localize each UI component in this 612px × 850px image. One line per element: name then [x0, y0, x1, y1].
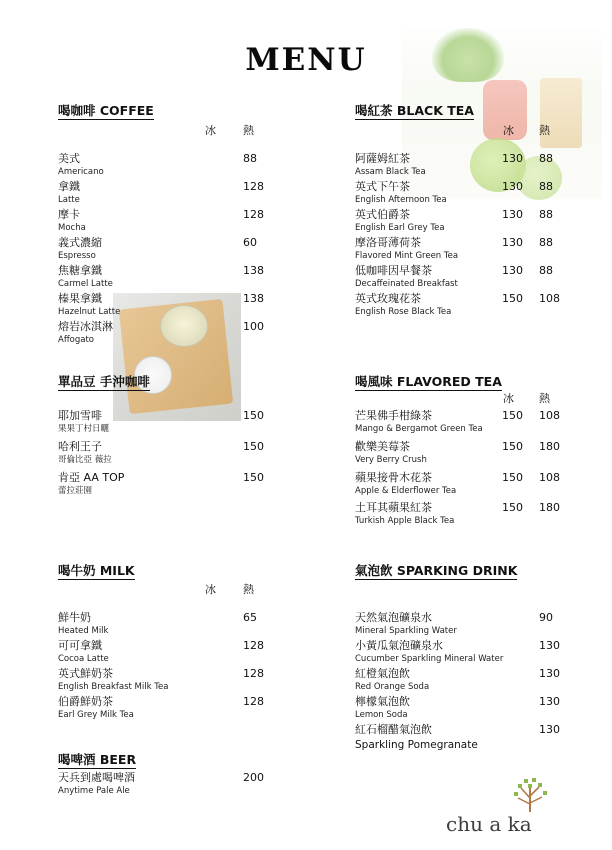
flavored-iced-price: 150 — [502, 409, 523, 422]
coffee-item-price: 88 — [243, 152, 257, 165]
single-item-price: 150 — [243, 409, 264, 422]
flavored-iced-price: 150 — [502, 501, 523, 514]
coffee-item-en: Mocha — [58, 223, 86, 233]
black-tea-item-name: 英式伯爵茶 — [355, 208, 410, 221]
black-tea-item-en: Assam Black Tea — [355, 167, 426, 177]
flavored-col-hot: 熱 — [539, 392, 550, 405]
milk-item-en: English Breakfast Milk Tea — [58, 682, 169, 692]
flavored-hot-price: 180 — [539, 501, 560, 514]
single-item-price: 150 — [243, 471, 264, 484]
black-tea-hot-price: 88 — [539, 264, 553, 277]
flavored-tea-heading: 喝風味 FLAVORED TEA — [355, 374, 502, 389]
black-tea-item-name: 低咖啡因早餐茶 — [355, 264, 432, 277]
coffee-item-name: 義式濃縮 — [58, 236, 102, 249]
sparkling-item-name: 紅橙氣泡飲 — [355, 667, 410, 680]
black-tea-col-hot: 熱 — [539, 124, 550, 137]
sparkling-item-en: Sparkling Pomegranate — [355, 739, 478, 751]
tree-logo-icon — [510, 776, 550, 812]
sparkling-item-name: 天然氣泡礦泉水 — [355, 611, 432, 624]
flavored-item-en: Mango & Bergamot Green Tea — [355, 424, 483, 434]
sparkling-heading: 氣泡飲 SPARKING DRINK — [355, 563, 518, 578]
coffee-item-en: Latte — [58, 195, 80, 205]
milk-item-price: 128 — [243, 639, 264, 652]
milk-item-name: 可可拿鐵 — [58, 639, 102, 652]
milk-item-price: 65 — [243, 611, 257, 624]
coffee-heading: 喝咖啡 COFFEE — [58, 103, 154, 118]
milk-item-name: 伯爵鮮奶茶 — [58, 695, 113, 708]
black-tea-iced-price: 130 — [502, 180, 523, 193]
flavored-item-en: Very Berry Crush — [355, 455, 427, 465]
coffee-item-price: 138 — [243, 292, 264, 305]
milk-col-iced: 冰 — [205, 583, 216, 596]
single-item-origin: 果果丁村日曬 — [58, 424, 110, 434]
single-item-name: 肯亞 AA TOP — [58, 471, 125, 484]
coffee-item-en: Espresso — [58, 251, 96, 261]
brand-logo: chu a ka — [446, 812, 532, 836]
flavored-item-name: 芒果佛手柑綠茶 — [355, 409, 432, 422]
black-tea-iced-price: 150 — [502, 292, 523, 305]
glass-illustration — [160, 305, 208, 347]
milk-item-en: Earl Grey Milk Tea — [58, 710, 134, 720]
single-item-name: 耶加雪啡 — [58, 409, 102, 422]
sparkling-item-en: Cucumber Sparkling Mineral Water — [355, 654, 504, 664]
flavored-hot-price: 108 — [539, 471, 560, 484]
single-item-price: 150 — [243, 440, 264, 453]
coffee-item-name: 榛果拿鐵 — [58, 292, 102, 305]
coffee-item-name: 焦糖拿鐵 — [58, 264, 102, 277]
beer-heading: 喝啤酒 BEER — [58, 752, 137, 767]
black-tea-hot-price: 88 — [539, 208, 553, 221]
black-tea-item-en: English Earl Grey Tea — [355, 223, 445, 233]
sparkling-item-name: 檸檬氣泡飲 — [355, 695, 410, 708]
milk-item-name: 英式鮮奶茶 — [58, 667, 113, 680]
sparkling-item-name: 紅石榴醋氣泡飲 — [355, 723, 432, 736]
black-tea-iced-price: 130 — [502, 236, 523, 249]
beer-item-price: 200 — [243, 771, 264, 784]
coffee-item-en: Carmel Latte — [58, 279, 113, 289]
flavored-item-name: 蘋果接骨木花茶 — [355, 471, 432, 484]
black-tea-item-en: English Rose Black Tea — [355, 307, 452, 317]
single-origin-heading: 單品豆 手沖咖啡 — [58, 374, 150, 389]
sparkling-item-price: 90 — [539, 611, 553, 624]
black-tea-iced-price: 130 — [502, 208, 523, 221]
black-tea-item-name: 阿薩姆紅茶 — [355, 152, 410, 165]
flavored-item-name: 土耳其蘋果紅茶 — [355, 501, 432, 514]
black-tea-item-name: 英式玫瑰花茶 — [355, 292, 421, 305]
black-tea-heading: 喝紅茶 BLACK TEA — [355, 103, 474, 118]
milk-item-en: Heated Milk — [58, 626, 109, 636]
black-tea-hot-price: 88 — [539, 180, 553, 193]
milk-item-en: Cocoa Latte — [58, 654, 109, 664]
milk-col-hot: 熱 — [243, 583, 254, 596]
flavored-item-name: 歡樂美莓茶 — [355, 440, 410, 453]
flavored-iced-price: 150 — [502, 440, 523, 453]
milk-item-price: 128 — [243, 667, 264, 680]
beer-item-en: Anytime Pale Ale — [58, 786, 130, 796]
black-tea-item-name: 英式下午茶 — [355, 180, 410, 193]
sparkling-item-price: 130 — [539, 667, 560, 680]
flavored-iced-price: 150 — [502, 471, 523, 484]
black-tea-item-name: 摩洛哥薄荷茶 — [355, 236, 421, 249]
sparkling-item-en: Lemon Soda — [355, 710, 408, 720]
coffee-item-name: 摩卡 — [58, 208, 80, 221]
coffee-item-en: Hazelnut Latte — [58, 307, 121, 317]
black-tea-col-iced: 冰 — [503, 124, 514, 137]
coffee-item-name: 拿鐵 — [58, 180, 80, 193]
black-tea-item-en: English Afternoon Tea — [355, 195, 447, 205]
sparkling-item-en: Mineral Sparkling Water — [355, 626, 457, 636]
black-tea-iced-price: 130 — [502, 152, 523, 165]
sparkling-item-name: 小黃瓜氣泡礦泉水 — [355, 639, 443, 652]
coffee-col-hot: 熱 — [243, 124, 254, 137]
coffee-item-name: 熔岩冰淇淋 — [58, 320, 113, 333]
flavored-item-en: Apple & Elderflower Tea — [355, 486, 457, 496]
coffee-item-price: 60 — [243, 236, 257, 249]
flavored-item-en: Turkish Apple Black Tea — [355, 516, 455, 526]
coffee-item-name: 美式 — [58, 152, 80, 165]
coffee-col-iced: 冰 — [205, 124, 216, 137]
black-tea-iced-price: 130 — [502, 264, 523, 277]
sparkling-item-price: 130 — [539, 723, 560, 736]
black-tea-item-en: Flavored Mint Green Tea — [355, 251, 459, 261]
single-item-origin: 哥倫比亞 薇拉 — [58, 455, 112, 465]
coffee-item-price: 128 — [243, 180, 264, 193]
milk-heading: 喝牛奶 MILK — [58, 563, 135, 578]
black-tea-hot-price: 88 — [539, 236, 553, 249]
coffee-item-en: Affogato — [58, 335, 95, 345]
coffee-item-price: 138 — [243, 264, 264, 277]
black-tea-hot-price: 108 — [539, 292, 560, 305]
flavored-hot-price: 108 — [539, 409, 560, 422]
beer-item-name: 天兵到處喝啤酒 — [58, 771, 135, 784]
coffee-item-price: 128 — [243, 208, 264, 221]
sparkling-item-price: 130 — [539, 695, 560, 708]
flavored-hot-price: 180 — [539, 440, 560, 453]
coffee-item-price: 100 — [243, 320, 264, 333]
single-item-origin: 蕾拉莊園 — [58, 486, 93, 496]
sparkling-item-price: 130 — [539, 639, 560, 652]
black-tea-hot-price: 88 — [539, 152, 553, 165]
milk-item-name: 鮮牛奶 — [58, 611, 91, 624]
flavored-col-iced: 冰 — [503, 392, 514, 405]
coffee-item-en: Americano — [58, 167, 104, 177]
page-title: MENU — [245, 42, 367, 78]
sparkling-item-en: Red Orange Soda — [355, 682, 430, 692]
single-item-name: 哈利王子 — [58, 440, 102, 453]
milk-item-price: 128 — [243, 695, 264, 708]
black-tea-item-en: Decaffeinated Breakfast — [355, 279, 458, 289]
